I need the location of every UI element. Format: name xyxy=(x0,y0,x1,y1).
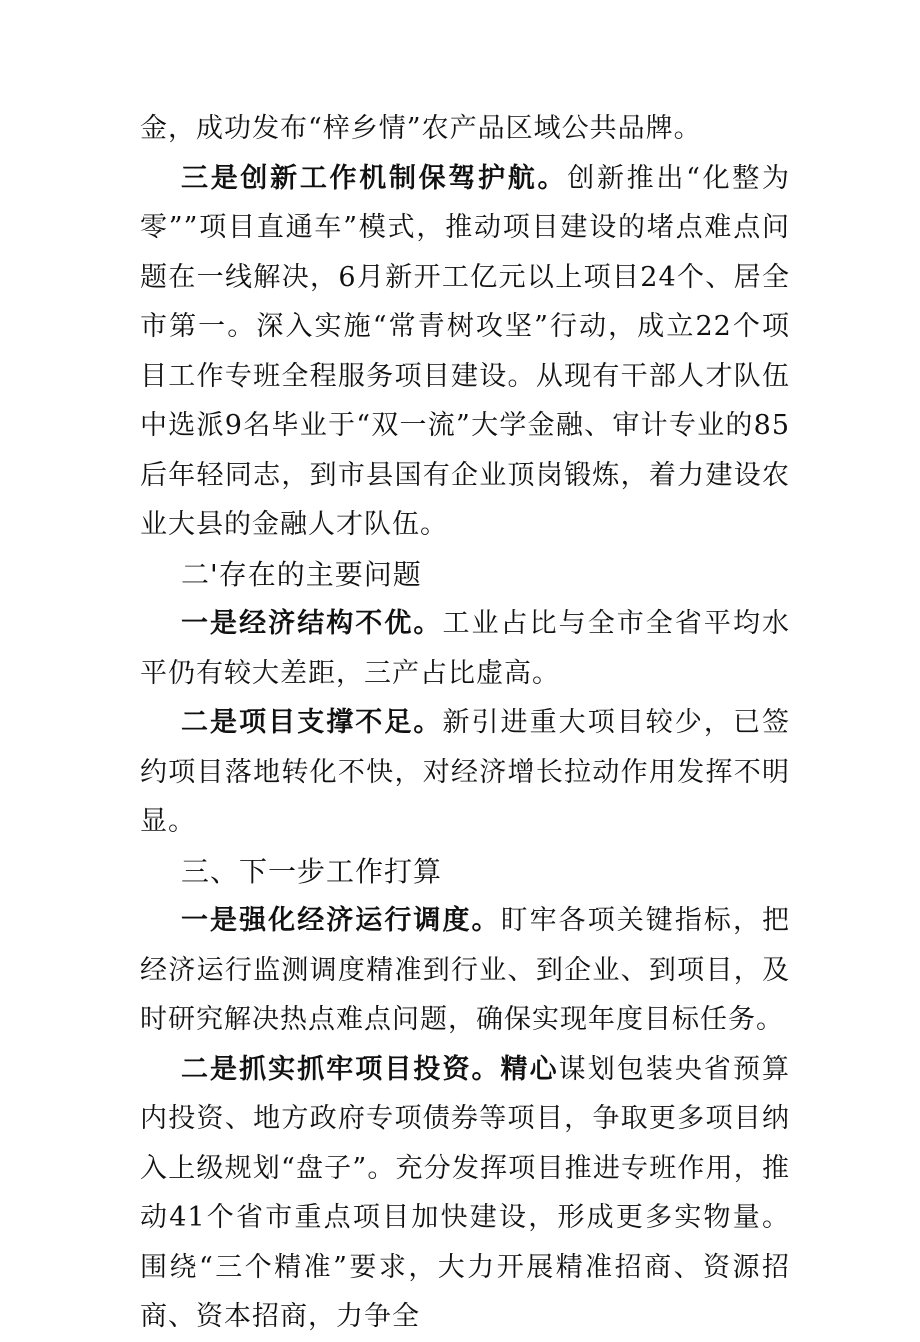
paragraph-body: 谋划包装央省预算内投资、地方政府专项债券等项目，争取更多项目纳入上级规划“盘子”。充分发挥项目推进专班作用，推动41个省市重点项目加快建设，形成更多实物量。围绕“三个精准”要求，大力开展精准招商、资源招商、资本招商，力争全 xyxy=(140,1053,791,1332)
paragraph-body: 工业占比与全市全省平均水平仍有较大差距，三产占比虚高。 xyxy=(140,608,791,689)
paragraph-project-investment xyxy=(140,1045,790,1342)
paragraph-economic-structure xyxy=(140,599,790,698)
paragraph-lead: 一是经济结构不优。 xyxy=(181,608,443,639)
paragraph-lead: 二是项目支撑不足。 xyxy=(181,707,443,738)
document-page xyxy=(140,104,790,1342)
paragraph-lead: 三是创新工作机制保驾护航。 xyxy=(181,162,568,194)
paragraph-innovation-mechanism xyxy=(140,154,790,550)
section-heading-problems: 二'存在的主要问题 xyxy=(181,557,422,591)
paragraph-body: 盯牢各项关键指标，把经济运行监测调度精准到行业、到企业、到项目，及时研究解决热点难点问题，确保实现年度目标任务。 xyxy=(140,905,791,1035)
paragraph-lead: 二是抓实抓牢项目投资。精心 xyxy=(181,1053,559,1085)
paragraph-lead: 一是强化经济运行调度。 xyxy=(181,905,501,936)
paragraph-project-support xyxy=(140,698,790,847)
paragraph-operation-dispatch xyxy=(140,896,790,1045)
paragraph-body: 新引进重大项目较少，已签约项目落地转化不快，对经济增长拉动作用发挥不明显。 xyxy=(140,707,791,837)
paragraph-continuation: 金，成功发布“梓乡情”农产品区域公共品牌。 xyxy=(140,113,702,144)
section-heading-next-steps: 三、下一步工作打算 xyxy=(181,854,443,888)
paragraph-body: 创新推出“化整为零””项目直通车”模式，推动项目建设的堵点难点问题在一线解决，6月新开工亿元以上项目24个、居全市第一。深入实施“常青树攻坚”行动，成立22个项目工作专班全程服务项目建设。从现有干部人才队伍中选派9名毕业于“双一流”大学金融、审计专业的85后年轻同志，到市县国有企业顶岗锻炼，着力建设农业大县的金融人才队伍。 xyxy=(140,162,791,540)
